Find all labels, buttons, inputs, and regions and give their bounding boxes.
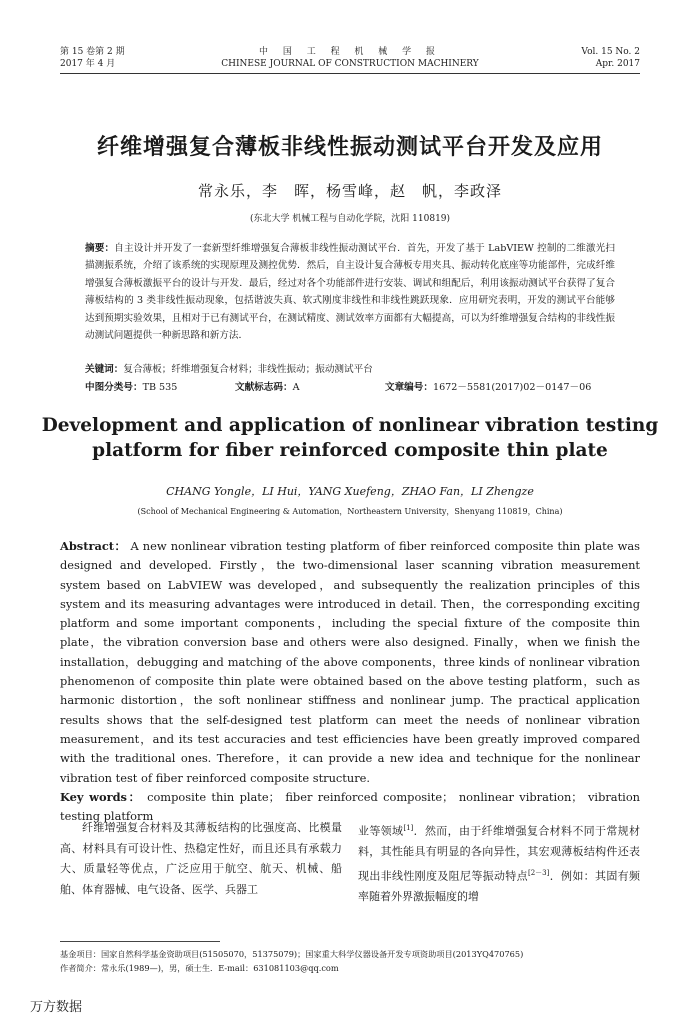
body-text: ．例如：其固有频率随着外界激振幅度的增	[358, 869, 641, 903]
doc-code-label: 文献标志码：	[235, 382, 293, 393]
abstract-text-en: A new nonlinear vibration testing platform of fiber reinforced composite thin plate was designed and developed. Firstly，the two-dimensional laser scanning vibration measurement system based on LabVIEW was developed，and subsequently the realization principles of this system and its measuring advantages were introduced in detail. Then，the corresponding exciting platform and some important components，including the special fixture of the composite thin plate，the vibration conversion base and others were also designed. Finally，when we finish the installation，debugging and matching of the above components，three kinds of nonlinear vibration phenomenon of composite thin plate were obtained based on the above testing platform，such as harmonic distortion，the soft nonlinear stiffness and nonlinear jump. The practical application results shows that the self-designed test platform can meet the needs of nonlinear vibration measurement，and its test accuracies and test efficiencies have been greatly improved compared with the traditional ones. Therefore，it can provide a new idea and technique for the nonlinear vibration test of fiber reinforced composite structure.	[60, 539, 640, 785]
keywords-cn	[85, 362, 615, 378]
classification-line	[85, 380, 615, 396]
authors-en: CHANG Yongle，LI Hui，YANG Xuefeng，ZHAO Fan，LI Zhengze	[166, 485, 534, 498]
doc-code-value: A	[292, 382, 300, 393]
keywords-text-en: composite thin plate； fiber reinforced composite； nonlinear vibration； vibration testing platform	[60, 789, 641, 824]
clc-label: 中图分类号：	[85, 382, 143, 393]
footnote-fund: 基金项目：国家自然科学基金资助项目(51505070，51375079)；国家重大科学仪器设备开发专项资助项目(2013YQ470765)	[60, 949, 524, 959]
footnote-rule	[60, 941, 220, 942]
journal-name-cn: 中 国 工 程 机 械 学 报	[258, 47, 442, 57]
header-rule	[60, 73, 640, 74]
abstract-en	[60, 537, 640, 826]
abstract-cn	[85, 240, 615, 344]
paper-title-cn: 纤维增强复合薄板非线性振动测试平台开发及应用	[96, 135, 603, 160]
clc-value: TB 535	[142, 382, 178, 393]
affiliation-en: (School of Mechanical Engineering & Automation，Northeastern University，Shenyang 110819，China)	[137, 507, 563, 516]
citation-ref: [1]	[403, 824, 414, 832]
volume-issue: 第 15 卷第 2 期	[60, 47, 125, 57]
body-column-left: 纤维增强复合材料及其薄板结构的比强度高、比模量高、材料具有可设计性、热稳定性好，而且还具有承载力大、质量轻等优点，广泛应用于航空、航天、机械、船舶、体育器械、电气设备、医学、兵器工	[60, 821, 342, 896]
abstract-text-cn: 自主设计并开发了一套新型纤维增强复合薄板非线性振动测试平台．首先，开发了基于 LabVIEW 控制的二维激光扫描测振系统，介绍了该系统的实现原理及测控优势．然后，自主设计复合薄板专用夹具、振动转化底座等功能部件，完成纤维增强复合薄板激振平台的设计与开发．最后，经过对各个功能部件进行安装、调试和组配后，利用该振动测试平台获得了复合薄板结构的 3 类非线性振动现象，包括谐波失真、软式刚度非线性和非线性跳跃现象．应用研究表明，开发的测试平台能够达到预期实验效果，且相对于已有测试平台，在测试精度、测试效率方面都有大幅提高，可以为纤维增强复合结构的非线性振动测试问题提供一种新思路和新方法．	[85, 243, 615, 342]
paper-title-en: Development and application of nonlinear vibration testing platform for fiber reinforced composite thin plate	[41, 415, 659, 461]
article-number-value: 1672－5581(2017)02－0147－06	[432, 382, 592, 393]
abstract-label-en: Abstract：	[60, 539, 127, 553]
keywords-text-cn: 复合薄板；纤维增强复合材料；非线性振动；振动测试平台	[123, 364, 373, 375]
volume-issue-en: Vol. 15 No. 2	[581, 47, 640, 57]
keywords-label-cn: 关键词：	[85, 364, 124, 375]
issue-date: 2017 年 4 月	[60, 59, 116, 69]
article-number-label: 文章编号：	[385, 382, 433, 393]
issue-date-en: Apr. 2017	[595, 59, 640, 69]
authors-cn: 常永乐，李 晖，杨雪峰，赵 帆，李政泽	[197, 182, 502, 200]
body-column-right	[358, 818, 640, 907]
header-left	[60, 46, 125, 70]
keywords-label-en: Key words：	[60, 789, 142, 804]
watermark: 万方数据	[30, 1000, 83, 1015]
body-text: ．然而，由于纤维增强复合材料不同于常规材料，其性能具有明显的各向异性，其宏观薄板结构件还表现出非线性刚度及阻尼等振动特点	[358, 824, 641, 883]
citation-ref: [2－3]	[527, 868, 550, 877]
affiliation-cn: (东北大学 机械工程与自动化学院，沈阳 110819)	[249, 214, 451, 224]
footnote-author: 作者简介：常永乐(1989—)，男，硕士生．E-mail：631081103@qq.com	[60, 963, 339, 973]
header-right	[581, 46, 640, 70]
body-text: 业等领域	[358, 824, 404, 838]
header-center	[200, 46, 500, 70]
journal-name-en: CHINESE JOURNAL OF CONSTRUCTION MACHINERY	[221, 59, 479, 69]
abstract-label-cn: 摘要：	[85, 243, 115, 254]
